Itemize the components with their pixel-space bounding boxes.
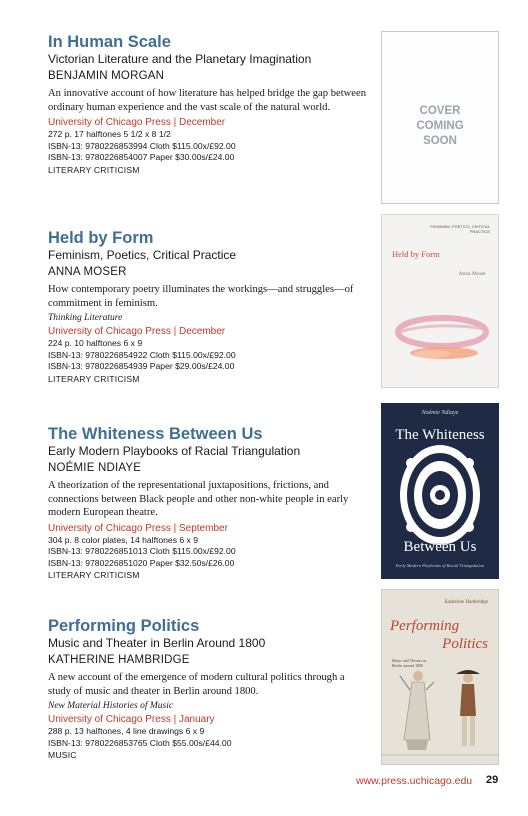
book-description: An innovative account of how literature has helped bridge the gap between ordinary human experience and the vast scale of the natural world.: [48, 88, 366, 113]
cover-figures-illustration: [382, 590, 499, 765]
book-title: Held by Form: [48, 229, 154, 247]
book-cover-placeholder: [381, 31, 499, 204]
book-series: Thinking Literature: [48, 313, 123, 323]
book-author: KATHERINE HAMBRIDGE: [48, 654, 190, 666]
book-category: LITERARY CRITICISM: [48, 164, 140, 175]
book-title: The Whiteness Between Us: [48, 425, 263, 443]
book-entry-performing-politics: [48, 617, 370, 761]
book-series: New Material Histories of Music: [48, 701, 174, 711]
book-entry-held-by-form: [48, 229, 370, 385]
book-specs: 272 p. 17 halftones 5 1/2 x 8 1/2: [48, 129, 171, 139]
book-isbn-cloth: ISBN-13: 9780226853994 Cloth $115.00x/£92.00: [48, 140, 236, 151]
book-author: ANNA MOSER: [48, 266, 127, 278]
cover-subtitle-text: Early Modern Playbooks of Racial Triangulation: [395, 563, 485, 568]
cover-series-text: FEMINISM, POETICS, CRITICAL PRACTICE: [430, 224, 490, 234]
book-entry-in-human-scale: [48, 33, 370, 176]
book-publisher: University of Chicago Press | January: [48, 714, 215, 725]
book-description: A new account of the emergence of modern cultural politics through a study of music and theater in Berlin around 1800.: [48, 672, 345, 697]
book-cover-held-by-form: [381, 214, 499, 388]
book-isbn-cloth: ISBN-13: 9780226854922 Cloth $115.00x/£92.00: [48, 349, 236, 360]
cover-title-line-1: The Whiteness: [395, 427, 485, 443]
cover-brushstroke-art: [382, 215, 499, 388]
book-cover-whiteness-between-us: [381, 403, 499, 579]
cover-title-line-2: Politics: [442, 636, 488, 652]
book-description: A theorization of the representational juxtapositions, frictions, and connections between Black people and other non-white people in early modern European theatre.: [48, 480, 349, 518]
cover-author-text: Katherine Hambridge: [444, 600, 488, 605]
book-isbn-paper: ISBN-13: 9780226854007 Paper $30.00s/£24.00: [48, 152, 235, 163]
book-specs: 304 p. 8 color plates, 14 halftones 6 x 9: [48, 534, 199, 545]
book-isbn-cloth: ISBN-13: 9780226853765 Cloth $55.00s/£44.00: [48, 737, 232, 748]
footer-page-number: 29: [486, 774, 499, 786]
cover-author-text: Anna Moser: [458, 271, 486, 277]
book-isbn-cloth: ISBN-13: 9780226851013 Cloth $115.00x/£92.00: [48, 546, 236, 557]
book-specs: 288 p. 13 halftones, 4 line drawings 6 x 9: [48, 726, 205, 736]
book-description: How contemporary poetry illuminates the workings—and struggles—of commitment in feminism.: [48, 284, 354, 309]
footer-website-link[interactable]: www.press.uchicago.edu: [356, 775, 473, 787]
book-category: LITERARY CRITICISM: [48, 570, 140, 581]
cover-title-line-2: Between Us: [403, 539, 477, 555]
cover-title-line-1: Performing: [390, 618, 460, 634]
book-subtitle: Feminism, Poetics, Critical Practice: [48, 248, 237, 262]
book-category: MUSIC: [48, 750, 77, 761]
book-author: BENJAMIN MORGAN: [48, 70, 165, 82]
book-specs: 224 p. 10 halftones 6 x 9: [48, 338, 143, 348]
book-publisher: University of Chicago Press | September: [48, 522, 228, 534]
book-title: In Human Scale: [48, 33, 171, 51]
book-entry-whiteness-between-us: [48, 425, 370, 581]
book-subtitle: Victorian Literature and the Planetary Imagination: [48, 52, 312, 66]
cover-author-text: Noémie Ndiaye: [421, 410, 459, 416]
book-publisher: University of Chicago Press | December: [48, 117, 226, 128]
cover-coming-soon-text: COVER COMING SOON: [416, 105, 464, 147]
book-isbn-paper: ISBN-13: 9780226851020 Paper $32.50s/£26.00: [48, 557, 235, 568]
book-subtitle: Early Modern Playbooks of Racial Triangulation: [48, 444, 301, 458]
book-category: LITERARY CRITICISM: [48, 373, 140, 384]
book-publisher: University of Chicago Press | December: [48, 326, 226, 337]
book-title: Performing Politics: [48, 617, 200, 635]
book-subtitle: Music and Theater in Berlin Around 1800: [48, 636, 266, 650]
book-isbn-paper: ISBN-13: 9780226854939 Paper $29.00s/£24.00: [48, 361, 235, 372]
cover-title-text: Held by Form: [392, 249, 440, 259]
cover-subtitle-text: Music and Theater in Berlin around 1800: [392, 658, 427, 668]
book-cover-performing-politics: [381, 589, 499, 765]
book-author: NOÉMIE NDIAYE: [48, 462, 142, 474]
